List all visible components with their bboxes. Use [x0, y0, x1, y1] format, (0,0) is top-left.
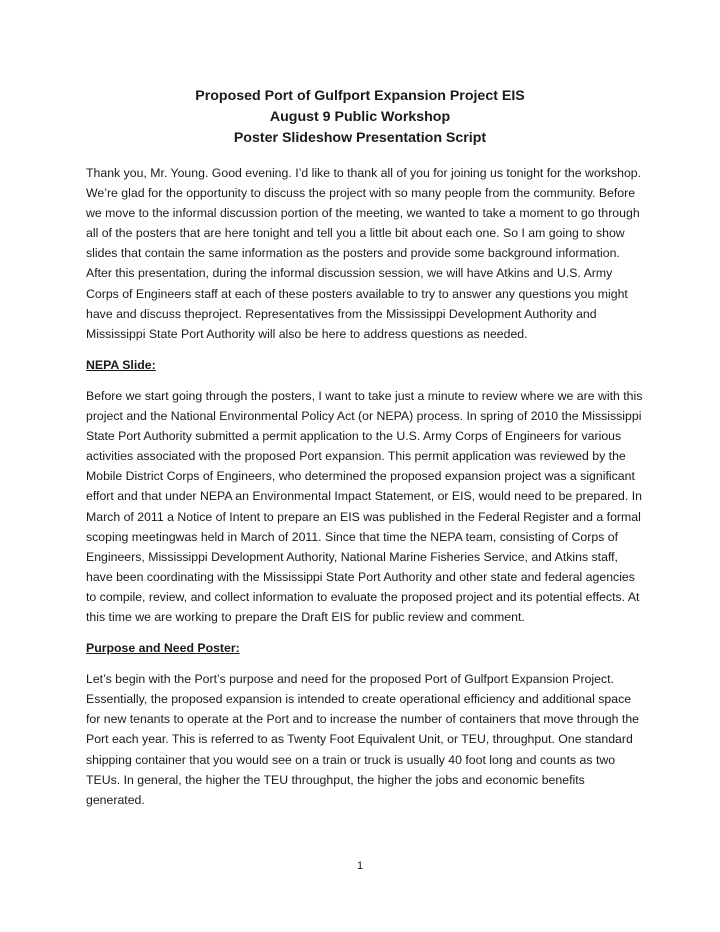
- title-line-workshop: August 9 Public Workshop: [269, 109, 451, 125]
- document-body: [86, 163, 646, 821]
- title-line-project: Proposed Port of Gulfport Expansion Project EIS: [195, 88, 525, 104]
- document-title: [60, 86, 660, 149]
- section-paragraph-nepa: Before we start going through the posters, I want to take just a minute to review where we are with this project and the National Environmental Policy Act (or NEPA) process. In spring of 2010 the Mississippi State Port Authority submitted a permit application to the U.S. Army Corps of Engineers for various activities associated with the proposed Port expansion. This permit application was reviewed by the Mobile District Corps of Engineers, who determined the proposed expansion project was a significant effort and that under NEPA an Environmental Impact Statement, or EIS, would need to be prepared. In March of 2011 a Notice of Intent to prepare an EIS was published in the Federal Register and a formal scoping meetingwas held in March of 2011. Since that time the NEPA team, consisting of Corps of Engineers, Mississippi Development Authority, National Marine Fisheries Service, and Atkins staff, have been coordinating with the Mississippi State Port Authority and other state and federal agencies to compile, review, and collect information to evaluate the proposed project and its potential effects. At this time we are working to prepare the Draft EIS for public review and comment.: [86, 388, 643, 624]
- page-number: 1: [356, 860, 364, 872]
- title-line-script: Poster Slideshow Presentation Script: [233, 130, 487, 146]
- intro-paragraph: Thank you, Mr. Young. Good evening. I’d like to thank all of you for joining us tonight for the workshop. We’re glad for the opportunity to discuss the project with so many people from the community. Before we move to the informal discussion portion of the meeting, we wanted to take a moment to go through all of the posters that are here tonight and tell you a little bit about each one. So I am going to show slides that contain the same information as the posters and provide some background information. After this presentation, during the informal discussion session, we will have Atkins and U.S. Army Corps of Engineers staff at each of these posters available to try to answer any questions you might have and discuss theproject. Representatives from the Mississippi Development Authority and Mississippi State Port Authority will also be here to address questions as needed.: [86, 166, 642, 341]
- section-paragraph-purpose-need: Let’s begin with the Port’s purpose and need for the proposed Port of Gulfport Expansion Project. Essentially, the proposed expansion is intended to create operational efficiency and additional space for new tenants to operate at the Port and to increase the number of containers that move through the Port each year. This is referred to as Twenty Foot Equivalent Unit, or TEU, throughput. One standard shipping container that you would see on a train or truck is usually 40 foot long and counts as two TEUs. In general, the higher the TEU throughput, the higher the jobs and economic benefits generated.: [86, 672, 640, 807]
- section-heading-nepa: NEPA Slide:: [86, 357, 156, 372]
- section-heading-purpose-need: Purpose and Need Poster:: [86, 641, 240, 656]
